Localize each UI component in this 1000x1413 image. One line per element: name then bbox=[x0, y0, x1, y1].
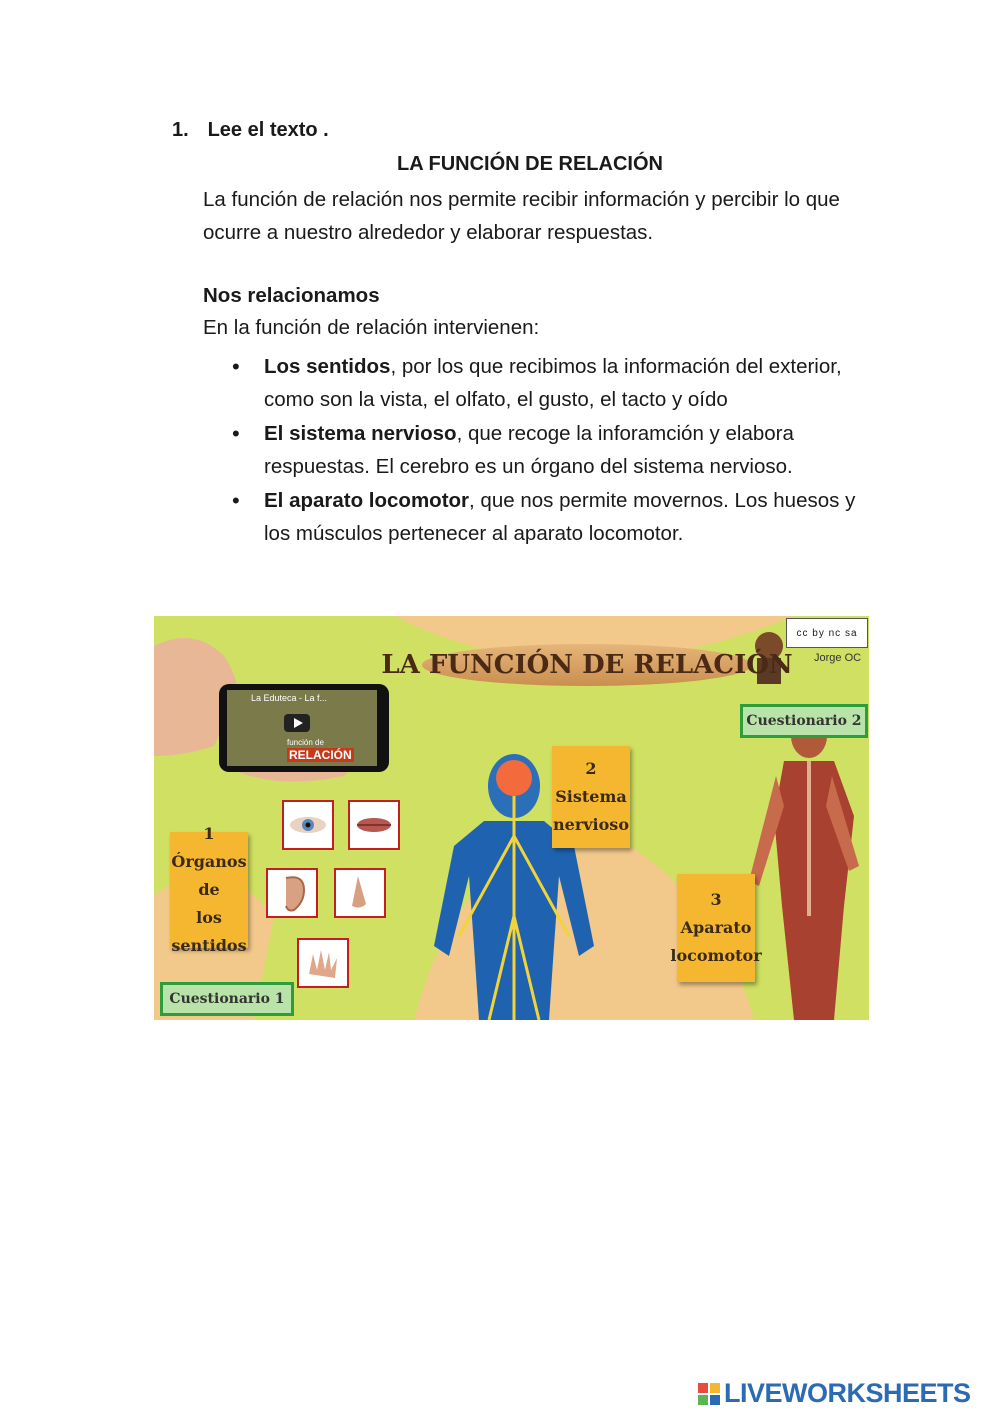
bullet-text: , por los que recibimos la información del exterior, como son la vista, el olfato, el gusto, el tacto y oído bbox=[264, 355, 842, 411]
card-line: Sistema bbox=[555, 787, 627, 806]
banner-title: LA FUNCIÓN DE RELACIÓN bbox=[381, 650, 793, 680]
intro-paragraph: La función de relación nos permite recibir información y percibir lo que ocurre a nuestro alrededor y elaborar respuestas. bbox=[203, 188, 840, 244]
quiz-1-button[interactable]: Cuestionario 1 bbox=[160, 982, 294, 1016]
bullet-item bbox=[232, 350, 862, 416]
list-intro: En la función de relación intervienen: bbox=[203, 316, 540, 339]
bullet-item bbox=[232, 484, 862, 550]
cc-license-badge: cc by nc sa bbox=[786, 618, 868, 648]
bullet-bold: El aparato locomotor bbox=[264, 489, 470, 512]
relation-function-image bbox=[154, 616, 869, 1020]
question-heading bbox=[172, 119, 329, 142]
video-word: RELACIÓN bbox=[289, 748, 352, 762]
page-title: LA FUNCIÓN DE RELACIÓN bbox=[397, 153, 663, 175]
video-caption: La Eduteca - La f... bbox=[251, 693, 328, 703]
card-line: Aparato bbox=[680, 918, 752, 937]
card-line: los sentidos bbox=[171, 908, 247, 955]
video-screen bbox=[227, 690, 377, 766]
bullet-list bbox=[232, 350, 862, 551]
logo-text: LIVEWORKSHEETS bbox=[724, 1378, 971, 1408]
question-text: Lee el texto . bbox=[207, 119, 329, 141]
card-line: nervioso bbox=[553, 815, 629, 834]
section-subheading: Nos relacionamos bbox=[203, 284, 380, 307]
nose-icon bbox=[334, 868, 386, 918]
play-icon[interactable] bbox=[284, 714, 310, 732]
video-subtitle: función de bbox=[287, 738, 324, 747]
mouth-icon bbox=[348, 800, 400, 850]
banner-title-plank bbox=[381, 644, 793, 686]
card-nervous-system[interactable] bbox=[552, 746, 630, 848]
hand-icon bbox=[297, 938, 349, 988]
liveworksheets-logo bbox=[698, 1378, 971, 1409]
question-number: 1. bbox=[172, 119, 189, 141]
card-line: Órganos de bbox=[171, 852, 247, 899]
bullet-bold: El sistema nervioso bbox=[264, 422, 457, 445]
card-number: 2 bbox=[585, 759, 597, 778]
phone-video[interactable] bbox=[219, 684, 389, 772]
bullet-bold: Los sentidos bbox=[264, 355, 391, 378]
card-number: 1 bbox=[203, 824, 215, 843]
card-number: 3 bbox=[710, 890, 722, 909]
bullet-text: , que nos permite movernos. Los huesos y los músculos pertenecer al aparato locomotor. bbox=[264, 489, 856, 545]
bullet-text: , que recoge la inforamción y elabora respuestas. El cerebro es un órgano del sistema nervioso. bbox=[264, 422, 794, 478]
bullet-item bbox=[232, 417, 862, 483]
eye-icon bbox=[282, 800, 334, 850]
quiz-2-button[interactable]: Cuestionario 2 bbox=[740, 704, 868, 738]
ear-icon bbox=[266, 868, 318, 918]
card-locomotor[interactable] bbox=[670, 874, 762, 982]
card-line: locomotor bbox=[670, 946, 762, 965]
author-credit: Jorge OC bbox=[814, 652, 862, 664]
logo-icon bbox=[698, 1383, 720, 1405]
card-sense-organs[interactable] bbox=[170, 824, 248, 955]
